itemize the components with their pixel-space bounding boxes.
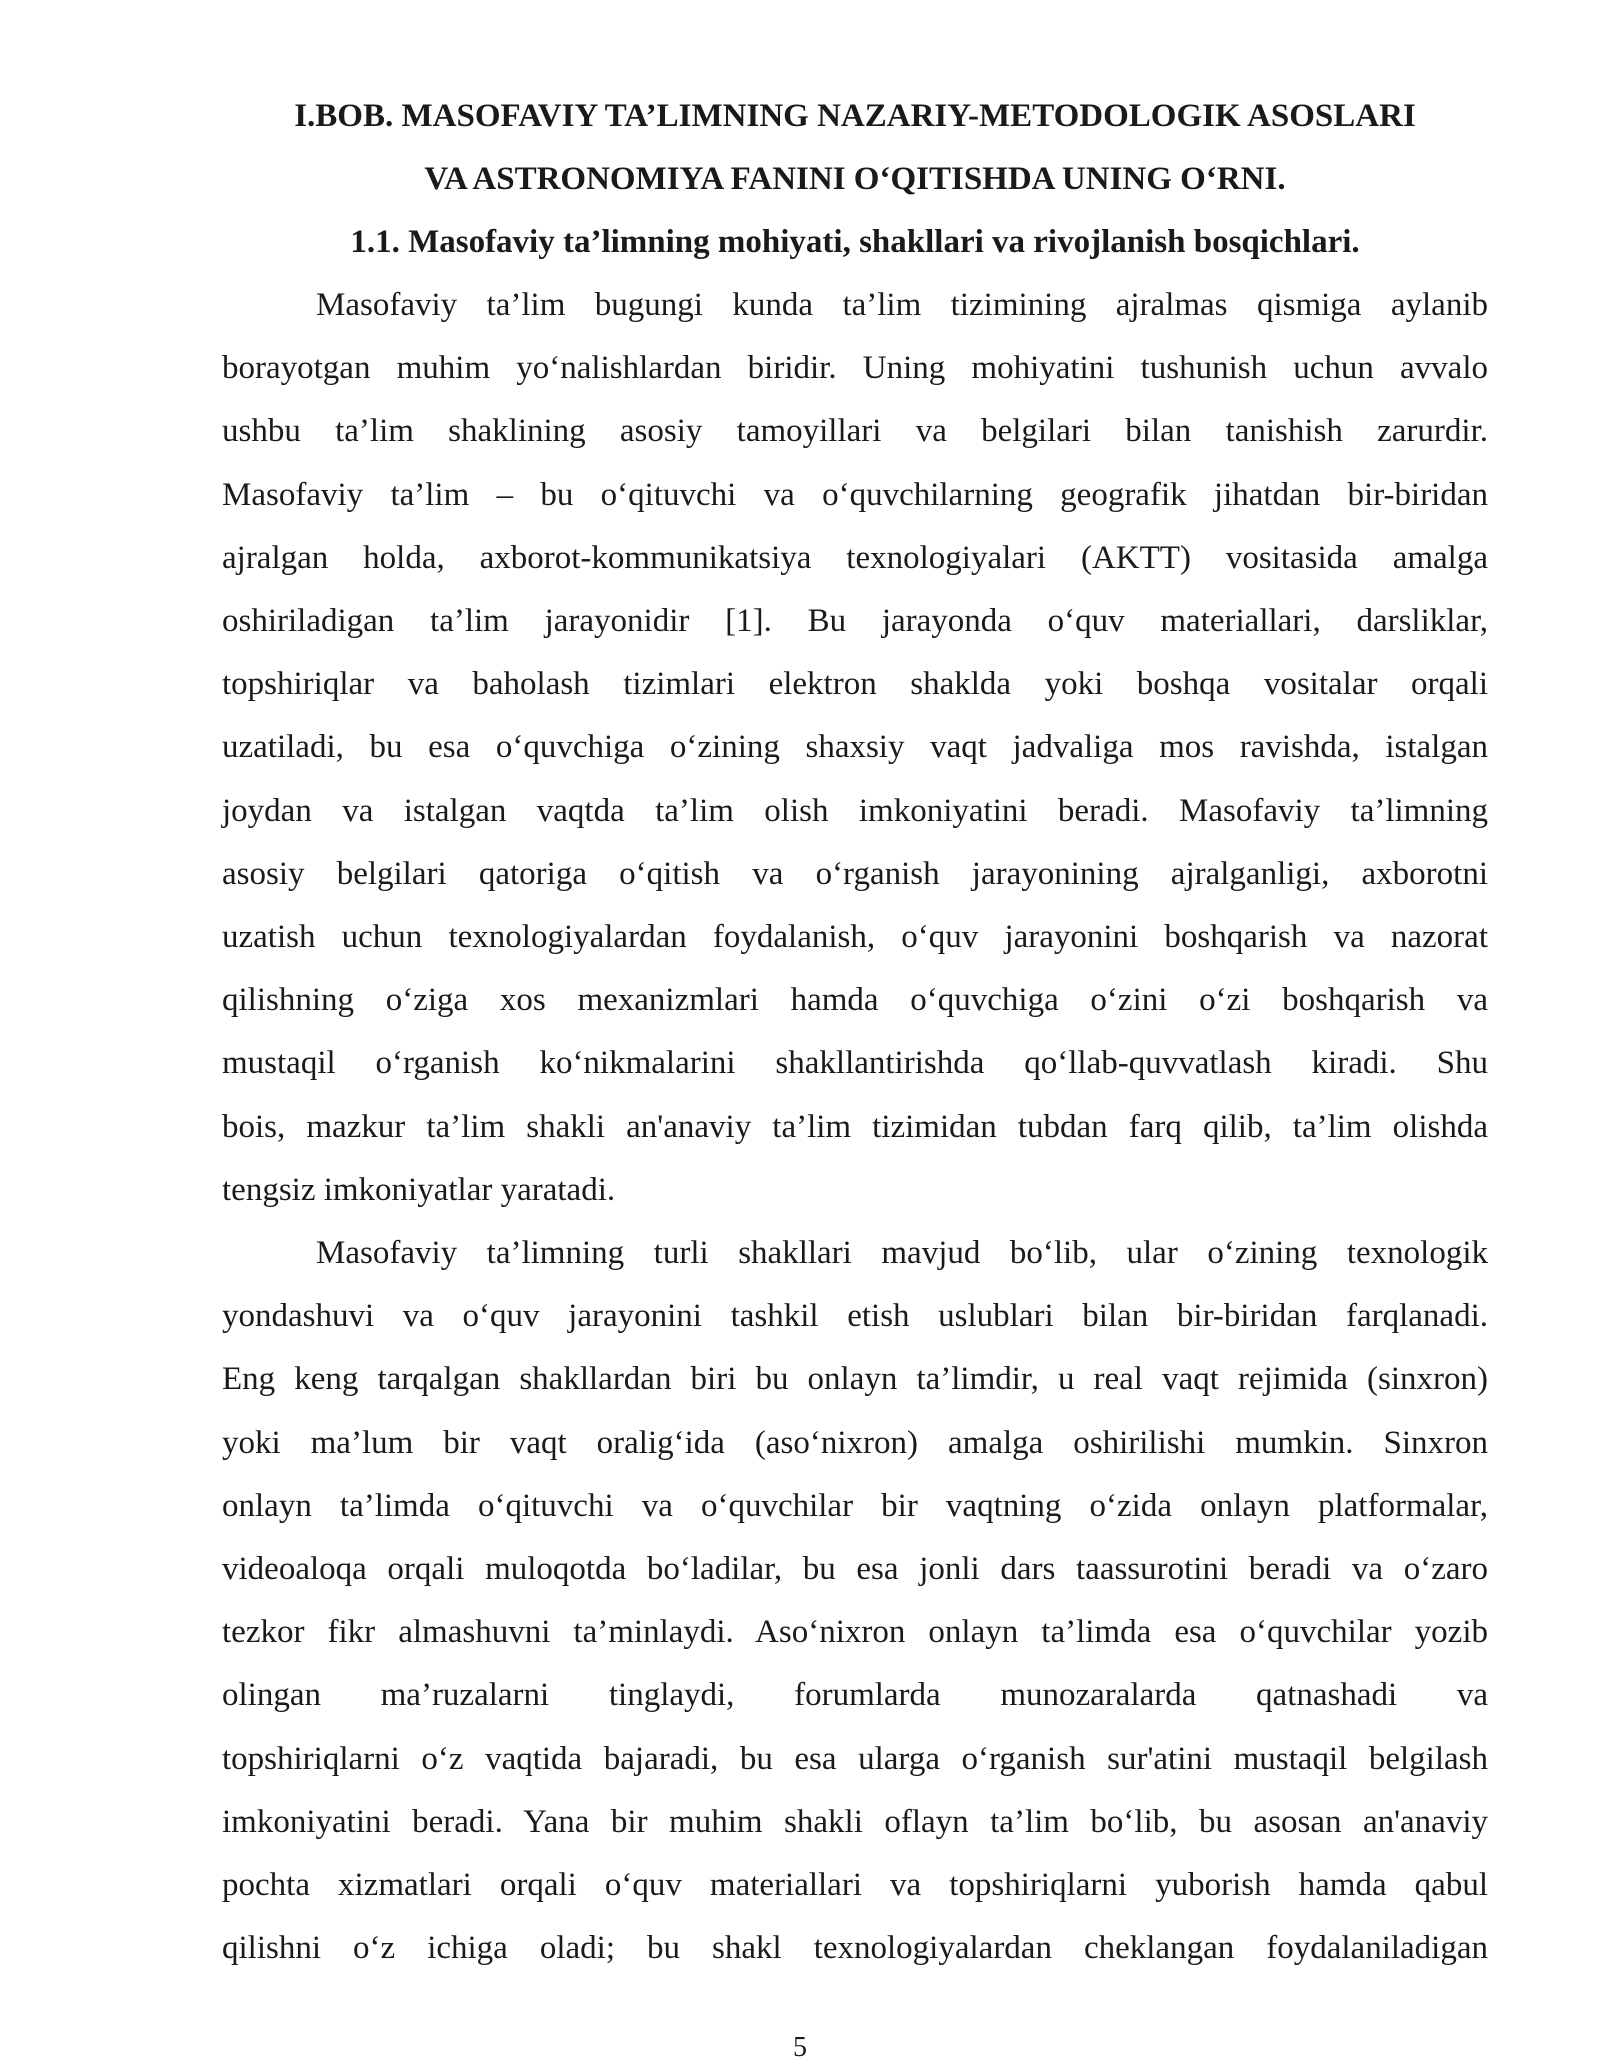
text-line: ushbu ta’lim shaklining asosiy tamoyillari va belgilari bilan tanishish zarurdir. — [222, 413, 1488, 450]
text-line: tengsiz imkoniyatlar yaratadi. — [222, 1171, 616, 1208]
text-line: uzatiladi, bu esa o‘quvchiga o‘zining shaxsiy vaqt jadvaliga mos ravishda, istalgan — [222, 729, 1488, 766]
text-line: topshiriqlarni o‘z vaqtida bajaradi, bu esa ularga o‘rganish sur'atini mustaqil belgilash — [222, 1740, 1488, 1777]
text-line: yoki ma’lum bir vaqt oralig‘ida (aso‘nixron) amalga oshirilishi mumkin. Sinxron — [222, 1424, 1488, 1461]
text-line: bois, mazkur ta’lim shakli an'anaviy ta’lim tizimidan tubdan farq qilib, ta’lim olishda — [222, 1108, 1488, 1145]
text-line: tezkor fikr almashuvni ta’minlaydi. Aso‘nixron onlayn ta’limda esa o‘quvchilar yozib — [222, 1614, 1488, 1651]
text-line: yondashuvi va o‘quv jarayonini tashkil etish uslublari bilan bir-biridan farqlanadi. — [222, 1298, 1488, 1335]
text-line: borayotgan muhim yo‘nalishlardan biridir. Uning mohiyatini tushunish uchun avvalo — [222, 350, 1488, 387]
text-line: onlayn ta’limda o‘qituvchi va o‘quvchilar bir vaqtning o‘zida onlayn platformalar, — [222, 1487, 1488, 1524]
page-number: 5 — [793, 2032, 807, 2063]
text-line: Eng keng tarqalgan shakllardan biri bu onlayn ta’limdir, u real vaqt rejimida (sinxron) — [222, 1361, 1488, 1398]
text-line: qilishning o‘ziga xos mexanizmlari hamda o‘quvchiga o‘zini o‘zi boshqarish va — [222, 982, 1488, 1019]
text-line: mustaqil o‘rganish ko‘nikmalarini shakllantirishda qo‘llab-quvvatlash kiradi. Shu — [222, 1045, 1488, 1082]
text-line: Masofaviy ta’lim bugungi kunda ta’lim tizimining ajralmas qismiga aylanib — [316, 287, 1488, 323]
chapter-heading — [222, 85, 1488, 211]
text-line: olingan ma’ruzalarni tinglaydi, forumlarda munozaralarda qatnashadi va — [222, 1677, 1488, 1714]
chapter-heading-line-1: I.BOB. MASOFAVIY TA’LIMNING NAZARIY-METODOLOGIK ASOSLARI — [294, 98, 1416, 134]
text-line: uzatish uchun texnologiyalardan foydalanish, o‘quv jarayonini boshqarish va nazorat — [222, 919, 1488, 956]
text-line: qilishni o‘z ichiga oladi; bu shakl texnologiyalardan cheklangan foydalaniladigan — [222, 1930, 1488, 1967]
text-line: videoaloqa orqali muloqotda bo‘ladilar, bu esa jonli dars taassurotini beradi va o‘zaro — [222, 1551, 1488, 1588]
text-line: Masofaviy ta’lim – bu o‘qituvchi va o‘quvchilarning geografik jihatdan bir-biridan — [222, 476, 1488, 513]
section-title: 1.1. Masofaviy ta’limning mohiyati, shakllari va rivojlanish bosqichlari. — [350, 224, 1360, 260]
text-line: ajralgan holda, axborot-kommunikatsiya texnologiyalari (AKTT) vositasida amalga — [222, 539, 1488, 576]
document-page — [222, 85, 1488, 1980]
paragraph-2 — [222, 1222, 1488, 1980]
paragraph-1 — [222, 274, 1488, 1222]
text-line: asosiy belgilari qatoriga o‘qitish va o‘rganish jarayonining ajralganligi, axborotni — [222, 855, 1488, 892]
text-line: joydan va istalgan vaqtda ta’lim olish imkoniyatini beradi. Masofaviy ta’limning — [222, 792, 1488, 829]
text-line: Masofaviy ta’limning turli shakllari mavjud bo‘lib, ular o‘zining texnologik — [316, 1235, 1488, 1272]
text-line: imkoniyatini beradi. Yana bir muhim shakli oflayn ta’lim bo‘lib, bu asosan an'anaviy — [222, 1803, 1488, 1840]
chapter-heading-line-2: VA ASTRONOMIYA FANINI O‘QITISHDA UNING O‘RNI. — [424, 161, 1286, 197]
text-line: pochta xizmatlari orqali o‘quv materiallari va topshiriqlarni yuborish hamda qabul — [222, 1867, 1488, 1904]
text-line: oshiriladigan ta’lim jarayonidir [1]. Bu jarayonda o‘quv materiallari, darsliklar, — [222, 603, 1488, 640]
text-line: topshiriqlar va baholash tizimlari elektron shaklda yoki boshqa vositalar orqali — [222, 666, 1488, 703]
